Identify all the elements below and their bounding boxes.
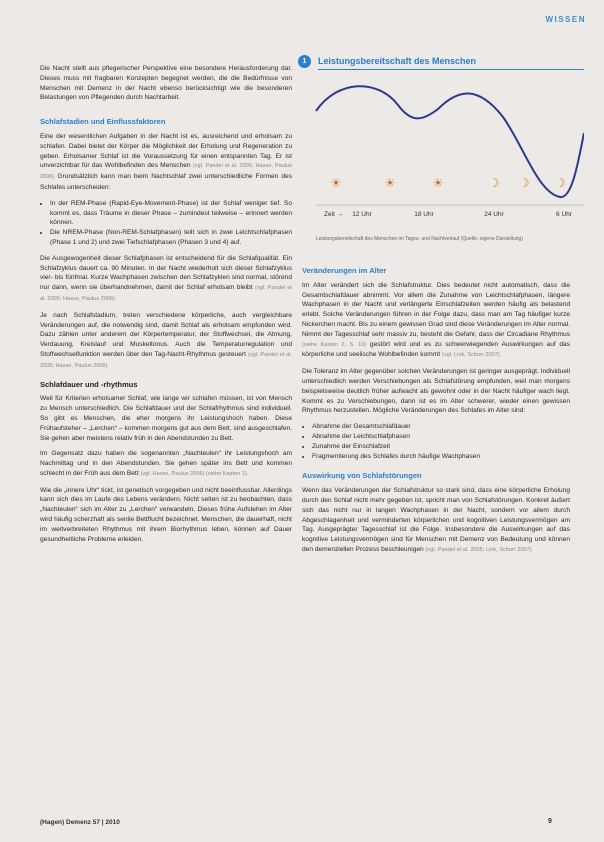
time-labels-row <box>324 211 573 218</box>
paragraph <box>40 254 292 305</box>
paragraph-text: Wenn das Veränderungen der Schlafstruktur so stark sind, dass eine körperliche Erholung durch den Schlaf nicht mehr gegeben ist, spricht man von Schlafstörungen. Konkret äußert sich das nicht nur in langen Wachphasen in der Nacht, sondern vor allem durch Abgeschlagenheit und verminderten körperlichen und kognitiven Leistungsvermögen am Tag. Ausgeprägter Tagesschlaf ist die Folge. Insbesondere die Auswirkungen auf das kognitive Leistungsvermögen sind für Menschen mit Demenz von Bedeutung und können den demenziellen Prozess beschleunigen <box>302 487 570 553</box>
section-label: WISSEN <box>545 15 586 24</box>
section-heading-auswirkung: Auswirkung von Schlafstörungen <box>302 471 422 481</box>
citation: (vgl. Hasse, Paulus 2006) (siehe Kasten 1). <box>140 470 249 477</box>
footer-source: (Hagen) Demenz 57 | 2010 <box>40 819 120 826</box>
moon-icon: ☽ <box>554 176 566 190</box>
list-item: • Die NREM-Phase (Non-REM-Schlafphasen) teilt sich in zwei Leichtschlafphasen (Phase 1 und 2) und zwei Tiefschlafphasen (Phasen 3 und 4) auf. <box>50 228 292 248</box>
list-item: • In der REM-Phase (Rapid-Eye-Movement-Phase) ist der Schlaf weniger tief. So kommt es, dass Träume in dieser Phase – zumindest teilweise – erinnert werden können. <box>50 199 292 228</box>
citation: (vgl. Pandel et al. 2005; Hasse, Paulus 2006) <box>40 351 292 369</box>
time-label: 24 Uhr <box>484 211 504 218</box>
time-label: Zeit → <box>324 211 344 218</box>
citation: (vgl. Link, Schorr 2007). <box>441 352 502 359</box>
time-label: 18 Uhr <box>414 211 434 218</box>
paragraph: Weil für Kriterien erholsamer Schlaf, wie lange wir schlafen müssen, ist von Mensch zu Mensch unterschiedlich. Die Schlafdauer und der Schlafrhythmus sind individuell. So gibt es Menschen, die eher morgens ihr Leistungshoch haben. Diese Frühaufsteher – „Lerchen“ – kommen morgens gut aus dem Bett, sind ausgeschlafen. Sie gehen aber meistens relativ früh in den Abendstunden zu Bett. <box>40 395 292 442</box>
citation: (siehe Kasten 2, S. 10) <box>302 341 367 348</box>
list-item: • Abnahme der Leichtschlafphasen <box>312 432 570 442</box>
paragraph-text: Die Ausgewogenheit dieser Schlafphasen ist entscheidend für die Schlafqualität. Ein Schlafzyklus dauert ca. 90 Minuten. In der Nacht wiederholt sich dieser Schlafzyklus vier- bis fünfmal. Kurze Wachphasen zwischen den Schlafzyklen sind normal, störend nur dann, wenn sie überhandnehmen, damit der Schlaf erholsam bleibt <box>40 254 292 292</box>
sun-icon: ☀ <box>330 176 342 190</box>
paragraph <box>40 449 292 479</box>
paragraph: Wie die „innere Uhr“ tickt, ist genetisch vorgegeben und nicht beeinflussbar. Allerdings kann sich dies im Laufe des Lebens verändern. Nicht selten ist zu beobachten, dass „Nachteulen“ sich im Alter zu „Lerchen“ verwandeln. Dieses frühe Aufstehen im Alter wird häufig scherzhaft als senile Bettflucht bezeichnet. Menschen, die dauerhaft, nicht im weitverbreiteten Rhythmus mit ihrem Biorhythmus leben, können auf Dauer gesundheitliche Probleme erleiden. <box>40 486 292 543</box>
list-item: • Zunahme der Einschlafzeit <box>312 442 570 452</box>
paragraph-text: Je nach Schlafstadium, treten verschiedene körperliche, auch vergleichbare Veränderungen auf, die notwendig sind, damit Schlaf als erholsam empfunden wird. Dazu zählen unter anderem der Körpertemperatur, der Stoffwechsel, die Atmung, Verdauung, Kreislauf und Muskeltonus. Auch die Temperaturregulation und Stoffwechselfunktion werden über den Tag-Nacht-Rhythmus gesteuert <box>40 311 292 358</box>
list-item: • Abnahme der Gesamtschlafdauer <box>312 422 570 432</box>
moon-icon: ☽ <box>488 176 500 190</box>
citation: (vgl. Pandel et al. 2005; Link, Schorr 2007). <box>425 546 534 553</box>
figure-header <box>298 55 584 69</box>
sun-icon: ☀ <box>384 176 396 190</box>
bullet-list <box>40 199 292 248</box>
time-label: 12 Uhr <box>352 211 372 218</box>
section-heading-schlafstadien: Schlafstadien und Einflussfaktoren <box>40 117 166 127</box>
performance-curve-chart <box>298 73 584 233</box>
paragraph <box>40 132 292 193</box>
bullet-list <box>302 422 570 461</box>
paragraph-text: Grundsätzlich kann man beim Nachtschlaf zwei unterschiedliche Formen des Schlafes unterscheiden: <box>40 173 292 191</box>
performance-curve <box>316 86 584 197</box>
right-column <box>302 266 570 562</box>
left-column <box>40 64 292 550</box>
paragraph-text: Im Gegensatz dazu haben die sogenannten „Nachteulen“ ihr Leistungshoch am Nachmittag und in den Abendstunden. Sie gehen später ins Bett und kommen schlecht in der Früh aus dem Bett <box>40 450 292 477</box>
section-heading-schlafdauer: Schlafdauer und -rhythmus <box>40 379 138 389</box>
sun-icon: ☀ <box>432 176 444 190</box>
figure-number-badge: 1 <box>298 55 311 68</box>
paragraph-text: Im Alter verändert sich die Schlafstruktur. Dies bedeutet nicht automatisch, dass die Gesamtschlafdauer abnimmt. Vor allem die Zunahme von Leichtschlafphasen, längere Wachphasen in der Nacht und verlängerte Einschlafzeiten werden häufig als belastend erlebt. Solche Veränderungen führen in der Folge dazu, dass man am Tag häufiger kurze Nickerchen macht. Bis zu einem gewissen Grad sind diese Veränderungen im Alter normal. Nimmt der Tagesschlaf sehr massiv zu, besteht die Gefahr, dass der Circadiane Rhythmus <box>302 281 570 338</box>
moon-icon: ☽ <box>518 176 530 190</box>
citation: (vgl. Pandel et al. 2005; Hasse, Paulus 2006) <box>40 285 292 302</box>
paragraph-text: gestört wird und es zu schwerwiegenden Auswirkungen auf das körperliche und seelische Wohlbefinden kommt <box>302 340 571 359</box>
paragraph: Die Toleranz im Alter gegenüber solchen Veränderungen ist geringer ausgeprägt. Individuell unterschiedlich werden Verschiebungen als Schlafstörung empfunden, weil man morgens beispielsweise deutlich früher aufwacht als gewohnt oder in der Nacht häufiger wach liegt. Kommt es zu Verschiebungen, dann ist es im Alter schwerer, wieder einen gewissen Rhythmus herzustellen. Mögliche Veränderungen des Schlafes im Alter sind: <box>302 368 570 415</box>
list-item: • Fragmentierung des Schlafes durch häufige Wachphasen <box>312 452 570 462</box>
intro-paragraph: Die Nacht stellt aus pflegerischer Perspektive eine besondere Herausforderung dar. Dieses muss mit fragbaren Konzepten begegnet werden, die die Bedürfnisse von Menschen mit Demenz in der Nacht ebenso berücksichtigt wie die besonderen Belastungen von Pflegenden durch Nachtarbeit. <box>40 65 292 102</box>
paragraph <box>302 281 570 361</box>
page-number: 9 <box>548 818 552 825</box>
time-label: 6 Uhr <box>556 211 572 218</box>
figure-title: Leistungsbereitschaft des Menschen <box>318 56 477 66</box>
paragraph <box>302 486 570 556</box>
citation: (vgl. Pandel et al. 2005; Hasse, Paulus 2006) <box>40 163 292 181</box>
paragraph-text: Eine der wesentlichen Aufgaben in der Nacht ist es, ausreichend und erholsam zu schlafen. Dabei bietet der Körper die Möglichkeit der Erholung und Regeneration zu geben. Erholsamer Schlaf ist die Voraussetzung für einen entspannten Tag. Er ist unverzichtbar für das Wohlbefinden des Menschen <box>40 132 292 170</box>
figure-divider <box>318 69 584 70</box>
paragraph <box>40 311 292 372</box>
figure-caption: Leistungsbereitschaft des Menschen im Tages- und Nachtverlauf (Quelle: eigene Darstellung) <box>316 236 523 242</box>
figure-leistungsbereitschaft <box>298 55 584 245</box>
section-heading-veraenderungen: Veränderungen im Alter <box>302 266 387 275</box>
time-icons-row <box>331 176 566 190</box>
